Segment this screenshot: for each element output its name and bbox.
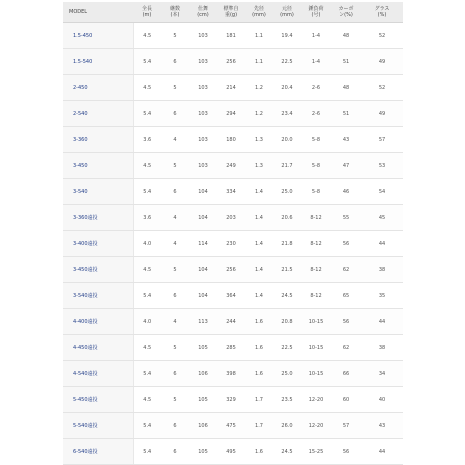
glass-cell: 34 [361,361,403,387]
carbon-cell: 51 [331,101,361,127]
closed-length-cell: 106 [189,361,217,387]
header-label: 全長 [141,6,152,12]
weight-cell: 181 [217,23,245,49]
butt-diameter-cell: 20.8 [273,309,301,335]
closed-length-cell: 113 [189,309,217,335]
table-row [63,101,403,127]
length-cell: 5.4 [133,413,161,439]
model-cell: 4-450遠投 [63,335,133,361]
closed-length-cell: 105 [189,439,217,465]
tip-diameter-cell: 1.4 [245,257,273,283]
tip-diameter-cell: 1.4 [245,179,273,205]
weight-cell: 256 [217,49,245,75]
tip-diameter-cell: 1.3 [245,127,273,153]
glass-cell: 54 [361,179,403,205]
model-cell: 3-540 [63,179,133,205]
butt-diameter-cell: 23.4 [273,101,301,127]
butt-diameter-cell: 20.6 [273,205,301,231]
glass-cell: 49 [361,49,403,75]
table-row [63,75,403,101]
glass-cell: 53 [361,153,403,179]
model-cell: 1.5-450 [63,23,133,49]
table-header [63,2,403,23]
header-label: 元径 [281,6,292,12]
carbon-cell: 65 [331,283,361,309]
model-cell: 1.5-540 [63,49,133,75]
table-row [63,283,403,309]
header-unit: (m) [142,12,152,18]
sinker-load-cell: 10-15 [301,361,331,387]
pieces-cell: 6 [161,413,189,439]
carbon-cell: 56 [331,439,361,465]
header-closed-length [189,2,217,23]
glass-cell: 49 [361,101,403,127]
closed-length-cell: 104 [189,283,217,309]
closed-length-cell: 104 [189,179,217,205]
weight-cell: 256 [217,257,245,283]
sinker-load-cell: 1-4 [301,49,331,75]
glass-cell: 52 [361,23,403,49]
carbon-cell: 62 [331,335,361,361]
pieces-cell: 6 [161,439,189,465]
header-label: 先径 [253,6,264,12]
sinker-load-cell: 10-15 [301,335,331,361]
spec-sheet [63,2,403,463]
table-row [63,205,403,231]
closed-length-cell: 103 [189,153,217,179]
pieces-cell: 6 [161,361,189,387]
closed-length-cell: 103 [189,75,217,101]
weight-cell: 180 [217,127,245,153]
header-butt-diameter [273,2,301,23]
model-cell: 4-400遠投 [63,309,133,335]
table-row [63,231,403,257]
weight-cell: 203 [217,205,245,231]
length-cell: 3.6 [133,127,161,153]
weight-cell: 230 [217,231,245,257]
model-cell: 3-400遠投 [63,231,133,257]
table-row [63,387,403,413]
butt-diameter-cell: 25.0 [273,179,301,205]
carbon-cell: 66 [331,361,361,387]
model-cell: 3-450遠投 [63,257,133,283]
header-unit: 重(g) [224,12,238,18]
butt-diameter-cell: 21.8 [273,231,301,257]
sinker-load-cell: 12-20 [301,413,331,439]
table-row [63,23,403,49]
pieces-cell: 4 [161,231,189,257]
carbon-cell: 48 [331,23,361,49]
butt-diameter-cell: 22.5 [273,49,301,75]
closed-length-cell: 103 [189,101,217,127]
carbon-cell: 56 [331,309,361,335]
table-row [63,413,403,439]
header-carbon [331,2,361,23]
header-unit: (mm) [252,12,266,18]
length-cell: 4.5 [133,23,161,49]
model-cell: 3-360 [63,127,133,153]
glass-cell: 44 [361,231,403,257]
carbon-cell: 60 [331,387,361,413]
carbon-cell: 56 [331,231,361,257]
model-cell: 3-360遠投 [63,205,133,231]
carbon-cell: 55 [331,205,361,231]
tip-diameter-cell: 1.6 [245,309,273,335]
weight-cell: 364 [217,283,245,309]
length-cell: 4.5 [133,153,161,179]
pieces-cell: 6 [161,283,189,309]
model-cell: 4-540遠投 [63,361,133,387]
pieces-cell: 6 [161,49,189,75]
tip-diameter-cell: 1.6 [245,361,273,387]
pieces-cell: 4 [161,205,189,231]
sinker-load-cell: 1-4 [301,23,331,49]
length-cell: 5.4 [133,179,161,205]
carbon-cell: 48 [331,75,361,101]
glass-cell: 45 [361,205,403,231]
butt-diameter-cell: 22.5 [273,335,301,361]
sinker-load-cell: 10-15 [301,309,331,335]
weight-cell: 475 [217,413,245,439]
closed-length-cell: 103 [189,49,217,75]
glass-cell: 43 [361,413,403,439]
length-cell: 5.4 [133,101,161,127]
closed-length-cell: 103 [189,23,217,49]
header-unit: (本) [170,12,180,18]
length-cell: 4.5 [133,335,161,361]
pieces-cell: 6 [161,101,189,127]
tip-diameter-cell: 1.2 [245,101,273,127]
butt-diameter-cell: 21.5 [273,257,301,283]
sinker-load-cell: 12-20 [301,387,331,413]
model-cell: 6-540遠投 [63,439,133,465]
butt-diameter-cell: 24.5 [273,439,301,465]
header-unit: (mm) [280,12,294,18]
spec-table [63,2,403,465]
glass-cell: 38 [361,257,403,283]
pieces-cell: 6 [161,179,189,205]
length-cell: 4.0 [133,309,161,335]
sinker-load-cell: 8-12 [301,257,331,283]
model-cell: 5-540遠投 [63,413,133,439]
pieces-cell: 5 [161,75,189,101]
header-label: 継数 [169,6,180,12]
tip-diameter-cell: 1.3 [245,153,273,179]
header-unit: (%) [377,12,387,18]
glass-cell: 52 [361,75,403,101]
butt-diameter-cell: 21.7 [273,153,301,179]
header-label: 仕舞 [197,6,208,12]
header-row [63,2,403,23]
closed-length-cell: 103 [189,127,217,153]
sinker-load-cell: 8-12 [301,231,331,257]
glass-cell: 44 [361,439,403,465]
header-tip-diameter [245,2,273,23]
model-cell: 2-450 [63,75,133,101]
weight-cell: 334 [217,179,245,205]
model-cell: 3-450 [63,153,133,179]
header-model [63,2,133,23]
tip-diameter-cell: 1.2 [245,75,273,101]
header-unit: ン(%) [339,12,353,18]
weight-cell: 285 [217,335,245,361]
carbon-cell: 57 [331,413,361,439]
table-row [63,309,403,335]
tip-diameter-cell: 1.4 [245,231,273,257]
header-unit: (号) [311,12,321,18]
glass-cell: 35 [361,283,403,309]
glass-cell: 38 [361,335,403,361]
butt-diameter-cell: 20.4 [273,75,301,101]
weight-cell: 249 [217,153,245,179]
length-cell: 5.4 [133,361,161,387]
tip-diameter-cell: 1.4 [245,283,273,309]
model-cell: 2-540 [63,101,133,127]
header-length [133,2,161,23]
header-label: カーボ [338,6,354,12]
butt-diameter-cell: 26.0 [273,413,301,439]
tip-diameter-cell: 1.7 [245,387,273,413]
weight-cell: 294 [217,101,245,127]
table-row [63,153,403,179]
length-cell: 4.5 [133,75,161,101]
length-cell: 4.5 [133,387,161,413]
closed-length-cell: 104 [189,257,217,283]
sinker-load-cell: 8-12 [301,283,331,309]
header-label: MODEL [69,9,88,15]
butt-diameter-cell: 20.0 [273,127,301,153]
tip-diameter-cell: 1.4 [245,205,273,231]
table-row [63,257,403,283]
header-glass [361,2,403,23]
weight-cell: 244 [217,309,245,335]
tip-diameter-cell: 1.1 [245,49,273,75]
pieces-cell: 4 [161,309,189,335]
pieces-cell: 5 [161,23,189,49]
table-row [63,361,403,387]
closed-length-cell: 105 [189,387,217,413]
sinker-load-cell: 2-6 [301,75,331,101]
pieces-cell: 5 [161,257,189,283]
weight-cell: 495 [217,439,245,465]
length-cell: 3.6 [133,205,161,231]
weight-cell: 398 [217,361,245,387]
model-cell: 3-540遠投 [63,283,133,309]
glass-cell: 44 [361,309,403,335]
sinker-load-cell: 8-12 [301,205,331,231]
tip-diameter-cell: 1.7 [245,413,273,439]
header-label: 錘負荷 [308,6,324,12]
weight-cell: 329 [217,387,245,413]
glass-cell: 57 [361,127,403,153]
table-row [63,127,403,153]
carbon-cell: 47 [331,153,361,179]
butt-diameter-cell: 24.5 [273,283,301,309]
length-cell: 4.0 [133,231,161,257]
carbon-cell: 43 [331,127,361,153]
sinker-load-cell: 5-8 [301,127,331,153]
header-weight [217,2,245,23]
tip-diameter-cell: 1.6 [245,335,273,361]
header-sinker-load [301,2,331,23]
length-cell: 5.4 [133,439,161,465]
sinker-load-cell: 2-6 [301,101,331,127]
closed-length-cell: 114 [189,231,217,257]
header-label: グラス [374,6,390,12]
closed-length-cell: 104 [189,205,217,231]
model-cell: 5-450遠投 [63,387,133,413]
carbon-cell: 62 [331,257,361,283]
table-row [63,335,403,361]
sinker-load-cell: 5-8 [301,153,331,179]
butt-diameter-cell: 23.5 [273,387,301,413]
table-row [63,439,403,465]
header-unit: (cm) [197,12,209,18]
carbon-cell: 51 [331,49,361,75]
table-body [63,23,403,465]
weight-cell: 214 [217,75,245,101]
carbon-cell: 46 [331,179,361,205]
pieces-cell: 4 [161,127,189,153]
table-row [63,49,403,75]
butt-diameter-cell: 25.0 [273,361,301,387]
butt-diameter-cell: 19.4 [273,23,301,49]
header-pieces [161,2,189,23]
closed-length-cell: 106 [189,413,217,439]
length-cell: 4.5 [133,257,161,283]
pieces-cell: 5 [161,153,189,179]
tip-diameter-cell: 1.6 [245,439,273,465]
tip-diameter-cell: 1.1 [245,23,273,49]
length-cell: 5.4 [133,283,161,309]
pieces-cell: 5 [161,387,189,413]
length-cell: 5.4 [133,49,161,75]
table-row [63,179,403,205]
sinker-load-cell: 5-8 [301,179,331,205]
sinker-load-cell: 15-25 [301,439,331,465]
header-label: 標準自 [223,6,239,12]
pieces-cell: 5 [161,335,189,361]
glass-cell: 40 [361,387,403,413]
closed-length-cell: 105 [189,335,217,361]
